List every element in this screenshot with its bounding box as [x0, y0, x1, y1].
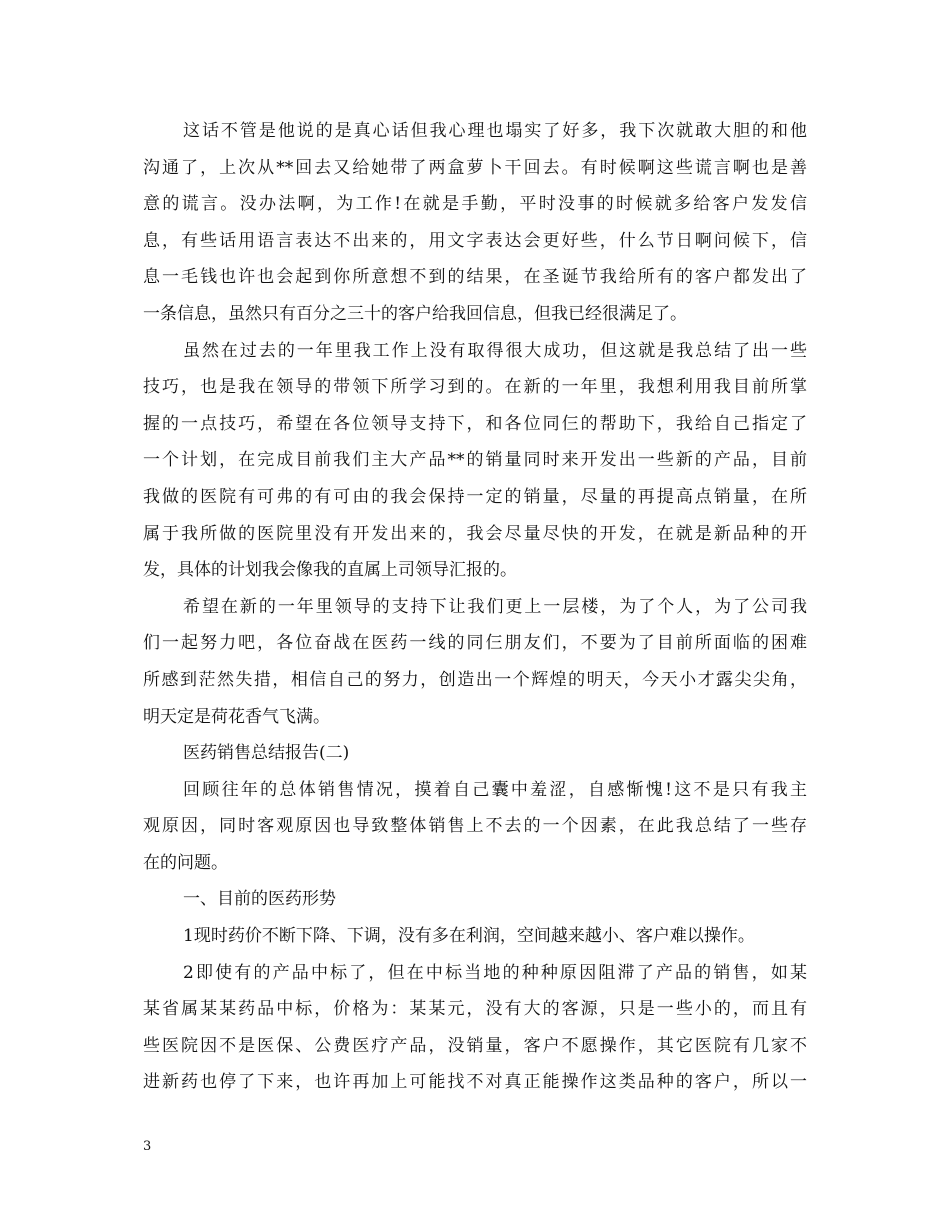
text-line: 些医院因不是医保、公费医疗产品，没销量，客户不愿操作，其它医院有几家不 [143, 1035, 807, 1056]
paragraph [143, 918, 807, 955]
text-line: 某省属某某药品中标，价格为：某某元，没有大的客源，只是一些小的，而且有 [143, 999, 807, 1020]
page-number: 3 [143, 1139, 152, 1154]
paragraph [143, 113, 807, 333]
text-line: 虽然在过去的一年里我工作上没有取得很大成功，但这就是我总结了出一些 [183, 340, 807, 361]
paragraph [143, 772, 807, 882]
text-line: 所感到茫然失措，相信自己的努力，创造出一个辉煌的明天，今天小才露尖尖角， [143, 669, 807, 690]
paragraph [143, 955, 807, 1101]
paragraph [143, 589, 807, 735]
text-line: 息一毛钱也许也会起到你所意想不到的结果，在圣诞节我给所有的客户都发出了 [143, 267, 807, 288]
text-line: 握的一点技巧，希望在各位领导支持下，和各位同仨的帮助下，我给自己指定了 [143, 413, 807, 434]
text-line: 明天定是荷花香气飞满。 [143, 706, 330, 727]
text-line: 们一起努力吧，各位奋战在医药一线的同仨朋友们，不要为了目前所面临的困难 [143, 633, 807, 654]
text-line: 息，有些话用语言表达不出来的，用文字表达会更好些，什么节日啊问候下，信 [143, 230, 807, 251]
document-body [143, 113, 807, 1101]
text-line: 观原因，同时客观原因也导致整体销售上不去的一个因素，在此我总结了一些存 [143, 816, 807, 837]
text-line: 一个计划，在完成目前我们主大产品**的销量同时来开发出一些新的产品，目前 [143, 450, 807, 471]
text-line: 一、目前的医药形势 [183, 889, 336, 910]
text-line: 意的谎言。没办法啊，为工作!在就是手勤，平时没事的时候就多给客户发发信 [143, 194, 807, 215]
text-line: 技巧，也是我在领导的带领下所学习到的。在新的一年里，我想利用我目前所掌 [143, 377, 807, 398]
text-line: 希望在新的一年里领导的支持下让我们更上一层楼，为了个人，为了公司我 [183, 596, 807, 617]
text-line: 发，具体的计划我会像我的直属上司领导汇报的。 [143, 560, 517, 581]
text-line: 回顾往年的总体销售情况，摸着自己囊中羞涩，自感惭愧!这不是只有我主 [183, 779, 807, 800]
text-line: 2即使有的产品中标了，但在中标当地的种种原因阻滞了产品的销售，如某 [183, 962, 807, 983]
paragraph [143, 735, 807, 772]
paragraph [143, 881, 807, 918]
text-line: 1现时药价不断下降、下调，没有多在利润，空间越来越小、客户难以操作。 [183, 926, 755, 947]
text-line: 在的问题。 [143, 852, 228, 873]
text-line: 属于我所做的医院里没有开发出来的，我会尽量尽快的开发，在就是新品种的开 [143, 523, 807, 544]
text-line: 我做的医院有可弗的有可由的我会保持一定的销量，尽量的再提高点销量，在所 [143, 486, 807, 507]
text-line: 沟通了，上次从**回去又给她带了两盒萝卜干回去。有时候啊这些谎言啊也是善 [143, 157, 807, 178]
text-line: 一条信息，虽然只有百分之三十的客户给我回信息，但我已经很满足了。 [143, 303, 687, 324]
text-line: 这话不管是他说的是真心话但我心理也塌实了好多，我下次就敢大胆的和他 [183, 121, 807, 141]
text-line: 进新药也停了下来，也许再加上可能找不对真正能操作这类品种的客户，所以一 [143, 1072, 807, 1093]
paragraph [143, 333, 807, 589]
text-line: 医药销售总结报告(二) [183, 743, 350, 764]
